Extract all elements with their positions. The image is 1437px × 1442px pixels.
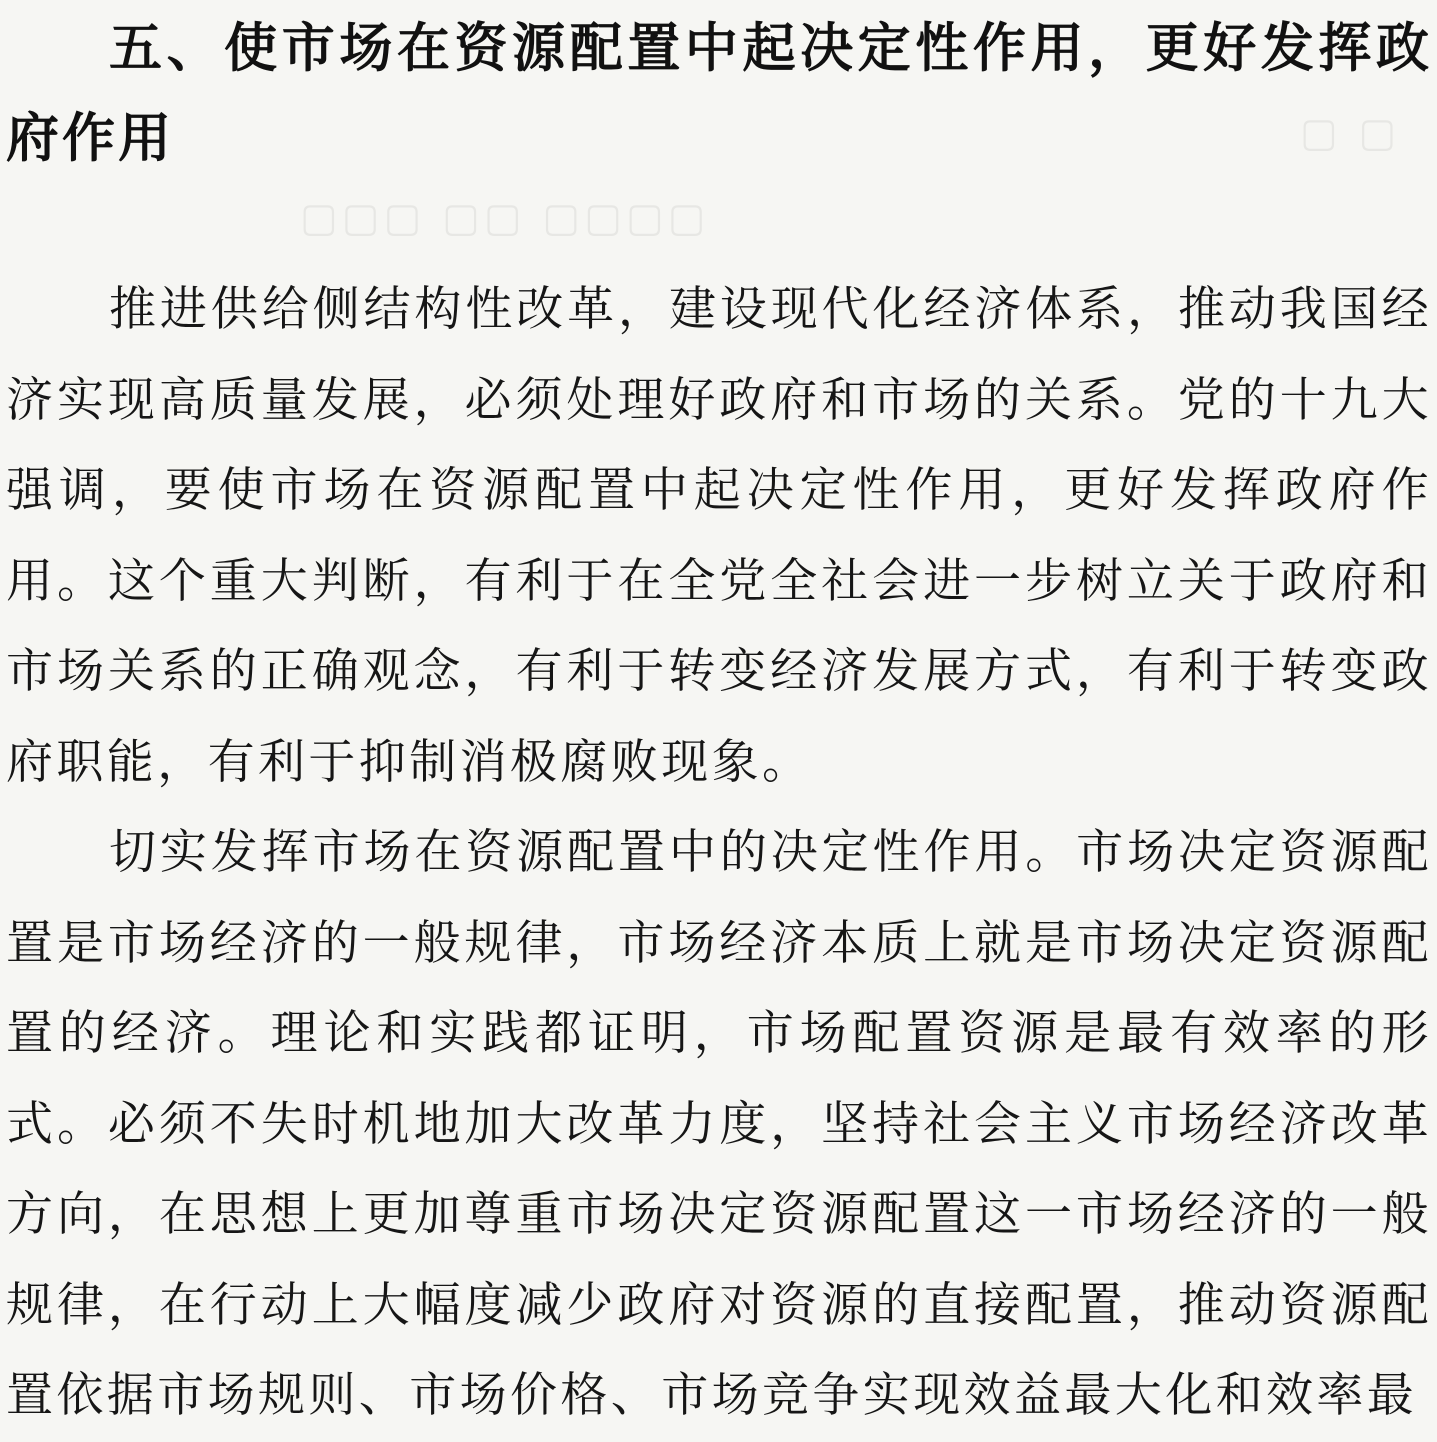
paragraph-1: 推进供给侧结构性改革，建设现代化经济体系，推动我国经济实现高质量发展，必须处理好政府和市场的关系。党的十九大强调，要使市场在资源配置中起决定性作用，更好发挥政府作用。这个重大判断，有利于在全党全社会进一步树立关于政府和市场关系的正确观念，有利于转变经济发展方式，有利于转变政府职能，有利于抑制消极腐败现象。 xyxy=(6,282,1432,790)
section-heading: 五、使市场在资源配置中起决定性作用，更好发挥政府作用 xyxy=(6,18,1432,169)
bleed-through-marks: ▢▢▢ ▢▢ ▢▢▢▢ xyxy=(300,195,710,241)
bleed-through-marks: ▢ ▢ xyxy=(1300,110,1401,156)
body-text xyxy=(6,265,1432,1442)
paragraph-2: 切实发挥市场在资源配置中的决定性作用。市场决定资源配置是市场经济的一般规律，市场经济本质上就是市场决定资源配置的经济。理论和实践都证明，市场配置资源是最有效率的形式。必须不失时机地加大改革力度，坚持社会主义市场经济改革方向，在思想上更加尊重市场决定资源配置这一市场经济的一般规律，在行动上大幅度减少政府对资源的直接配置，推动资源配置依据市场规则、市场价格、市场竞争实现效益最大化和效率最 xyxy=(6,825,1432,1423)
